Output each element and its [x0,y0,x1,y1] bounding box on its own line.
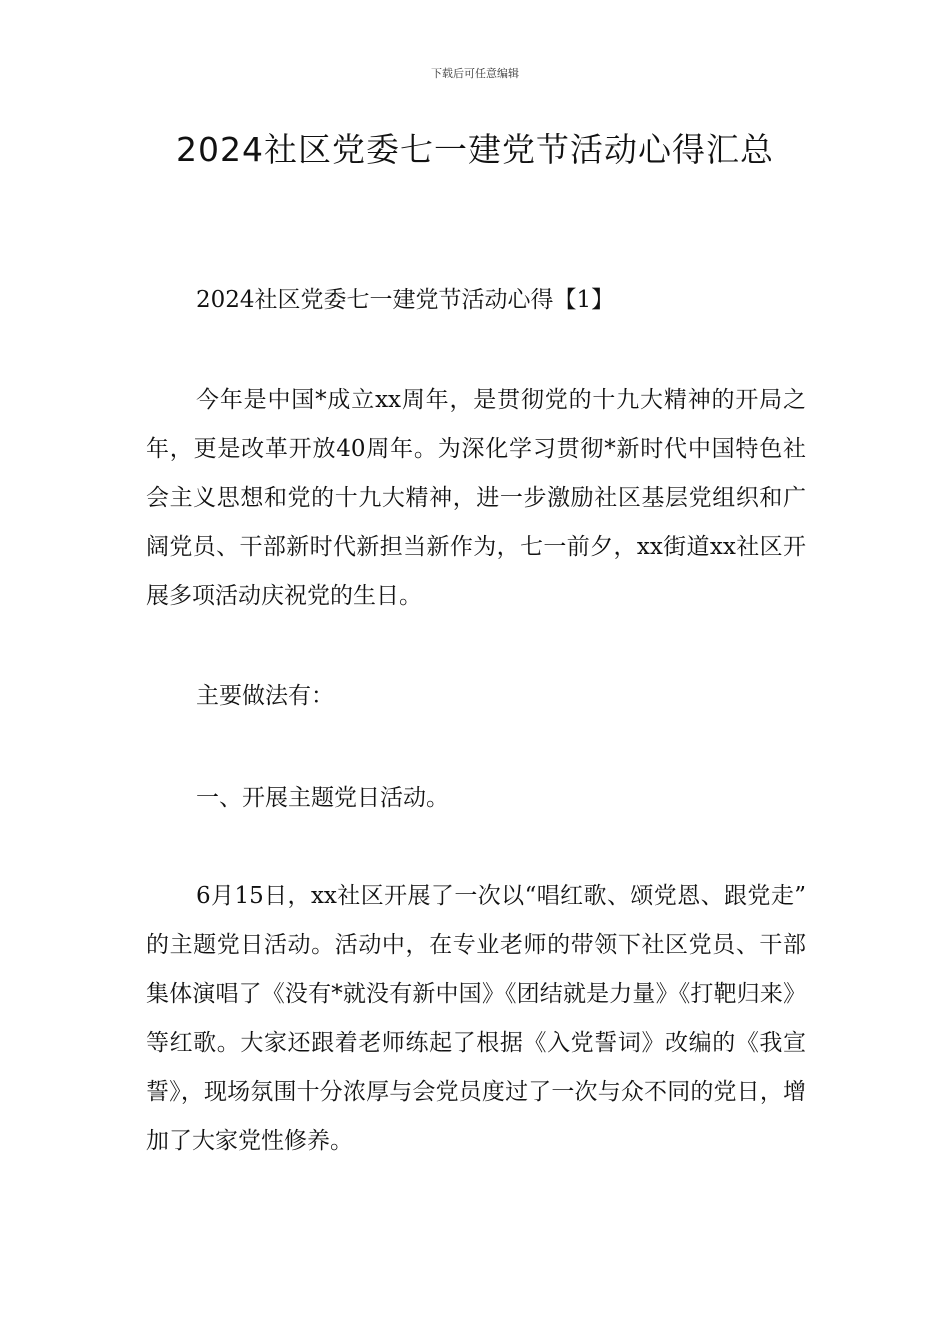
paragraph-activity-detail: 6月15日，xx社区开展了一次以“唱红歌、颂党恩、跟党走”的主题党日活动。活动中，在专业老师的带领下社区党员、干部集体演唱了《没有*就没有新中国》《团结就是力量》《打靶归来》等红歌。大家还跟着老师练起了根据《入党誓词》改编的《我宣誓》，现场氛围十分浓厚与会党员度过了一次与众不同的党日，增加了大家党性修养。 [146,883,806,1154]
section-subtitle: 2024社区党委七一建党节活动心得【1】 [196,287,615,313]
document-title: 2024社区党委七一建党节活动心得汇总 [176,130,774,169]
paragraph-main-methods: 主要做法有： [196,683,334,709]
paragraph-intro: 今年是中国*成立xx周年，是贯彻党的十九大精神的开局之年，更是改革开放40周年。为深化学习贯彻*新时代中国特色社会主义思想和党的十九大精神，进一步激励社区基层党组织和广阔党员、干部新时代新担当新作为，七一前夕，xx街道xx社区开展多项活动庆祝党的生日。 [146,387,806,609]
paragraph-section-heading: 一、开展主题党日活动。 [196,785,449,811]
header-note: 下载后可任意编辑 [431,67,519,80]
